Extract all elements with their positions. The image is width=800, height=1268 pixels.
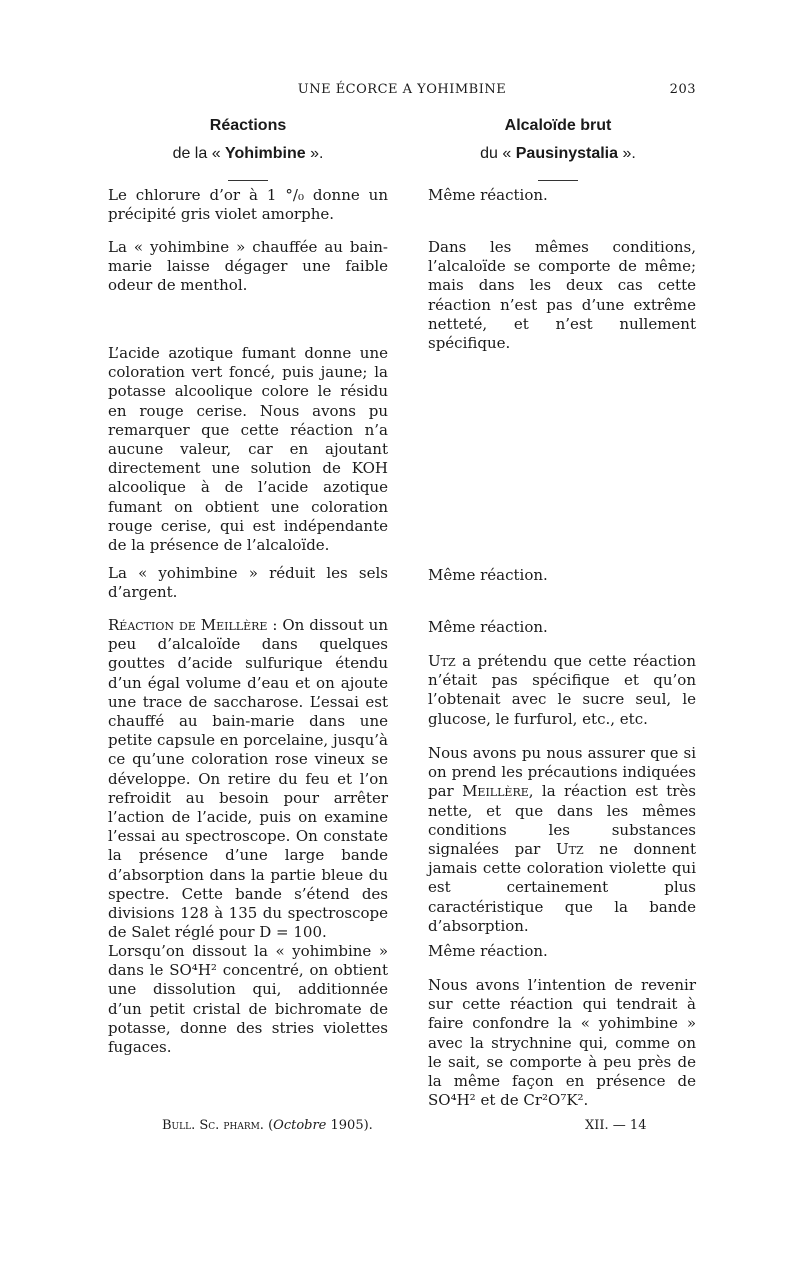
right-heading-line1: Alcaloïde brut (504, 117, 612, 134)
right-paragraph-3: Même réaction. (428, 566, 548, 584)
right-paragraph-4: Même réaction. (428, 618, 548, 636)
left-heading-rule (228, 180, 268, 181)
running-title: UNE ÉCORCE A YOHIMBINE (297, 82, 507, 97)
right-column-heading (420, 112, 696, 181)
meillere-label: Réaction de Meillère (108, 616, 268, 634)
left-column-heading (108, 112, 388, 181)
left-heading-line2: de la « Yohimbine ». (172, 145, 324, 162)
right-paragraph-utz: Utz a prétendu que cette réaction n’était pas spécifique et qu’on l’obtenait avec le sucre seul, le glucose, le furfurol, etc., etc. (428, 652, 696, 728)
left-paragraph-meillere: Réaction de Meillère : On dissout un peu d’alcaloïde dans quelques gouttes d’acide sulfurique étendu d’un égal volume d’eau et on ajoute une trace de saccharose. L’essai est chauffé au bain-marie dans une petite capsule en porcelaine, jusqu’à ce qu’une coloration rose vineux se développe. On retire du feu et l’on refroidit au besoin pour arrêter l’action de l’acide, puis on examine l’essai au spectroscope. On constate la présence d’une large bande d’absorption dans la partie bleue du spectre. Cette bande s’étend des divisions 128 à 135 du spectroscope de Salet réglé pour D = 100. (108, 616, 388, 942)
right-paragraph-precautions: Nous avons pu nous assurer que si on prend les précautions indiquées par Meillère, la réaction est très nette, et que dans les mêmes conditions les substances signalées par Utz ne donnent jamais cette coloration violette qui est certainement plus caractéristique que la bande d’absorption. (428, 744, 697, 935)
left-paragraph-bichromate: Lorsqu’on dissout la « yohimbine » dans le SO⁴H² concentré, on obtient une dissolution qui, additionnée d’un petit cristal de bichromate de potasse, donne des stries violettes fugaces. (108, 942, 388, 1057)
left-paragraph-acide-azotique: L’acide azotique fumant donne une coloration vert foncé, puis jaune; la potasse alcoolique colore le résidu en rouge cerise. Nous avons pu remarquer que cette réaction n’a aucune valeur, car en ajoutant directement une solution de KOH alcoolique à de l’acide azotique fumant on obtient une coloration rouge cerise, qui est indépendante de la présence de l’alcaloïde. (108, 344, 388, 555)
right-heading-line2: du « Pausinystalia ». (480, 145, 636, 162)
left-paragraph-sels-argent: La « yohimbine » réduit les sels d’argent. (108, 564, 388, 602)
right-heading-rule (538, 180, 578, 181)
right-paragraph-strychnine: Nous avons l’intention de revenir sur cette réaction qui tendrait à faire confondre la « yohimbine » avec la strychnine qui, comme on le sait, se comporte à peu près de la même façon en présence de SO⁴H² et de Cr²O⁷K². (428, 976, 696, 1110)
footer-signature-mark: XII. — 14 (585, 1118, 647, 1133)
left-paragraph-bain-marie: La « yohimbine » chauffée au bain-marie laisse dégager une faible odeur de menthol. (108, 238, 388, 295)
running-header (108, 80, 696, 104)
right-paragraph-7: Même réaction. (428, 942, 548, 960)
page-number: 203 (669, 82, 696, 97)
left-heading-line1: Réactions (209, 117, 287, 134)
right-paragraph-2: Dans les mêmes conditions, l’alcaloïde se comporte de même; mais dans les deux cas cette réaction n’est pas d’une extrême netteté, et n’est nullement spécifique. (428, 238, 696, 353)
footer-citation: Bull. Sc. pharm. (Octobre 1905). (162, 1118, 373, 1133)
left-paragraph-chlorure: Le chlorure d’or à 1 °/₀ donne un précipité gris violet amorphe. (108, 186, 388, 224)
right-paragraph-1: Même réaction. (428, 186, 548, 204)
